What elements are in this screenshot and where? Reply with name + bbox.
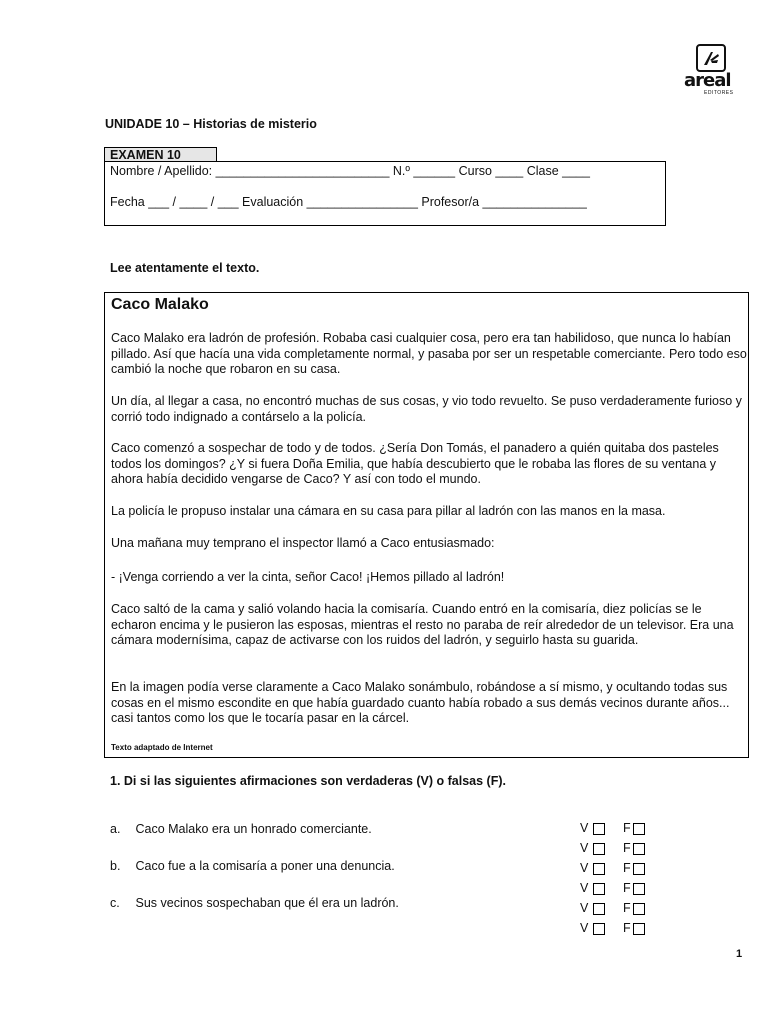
v-label: V — [580, 881, 589, 895]
statement-text: Sus vecinos sospechaban que él era un ladrón. — [135, 896, 399, 910]
student-info-box — [104, 161, 666, 226]
f-checkbox[interactable] — [633, 923, 645, 935]
vf-row — [580, 820, 660, 840]
story-paragraph: La policía le propuso instalar una cámara en su casa para pillar al ladrón con las manos en la masa. — [111, 504, 666, 518]
page-number: 1 — [736, 948, 743, 960]
f-checkbox[interactable] — [633, 903, 645, 915]
v-label: V — [580, 861, 589, 875]
story-paragraph: - ¡Venga corriendo a ver la cinta, señor Caco! ¡Hemos pillado al ladrón! — [111, 570, 505, 584]
story-title: Caco Malako — [111, 296, 209, 313]
f-label: F — [623, 901, 631, 915]
f-label: F — [623, 881, 631, 895]
f-checkbox[interactable] — [633, 843, 645, 855]
exam-label: EXAMEN 10 — [104, 147, 217, 161]
statement-letter: b. — [110, 859, 121, 873]
f-label: F — [623, 861, 631, 875]
story-paragraph: Caco Malako era ladrón de profesión. Robaba casi cualquier cosa, pero era tan habilidoso, que nunca lo habían pillado. Así que hacía una vida completamente normal, y pasaba por ser un respetable comerciante. Pero todo eso cambió la noche que robaron en su casa. — [111, 331, 747, 377]
v-checkbox[interactable] — [593, 843, 605, 855]
v-checkbox[interactable] — [593, 883, 605, 895]
statement-text: Caco Malako era un honrado comerciante. — [135, 822, 372, 836]
v-checkbox[interactable] — [593, 823, 605, 835]
logo-wordmark: areal — [684, 70, 731, 91]
story-paragraph: En la imagen podía verse claramente a Caco Malako sonámbulo, robándose a sí mismo, y ocultando todas sus cosas en el mismo escondite en que había guardado cuanto había robado a sus demás vecinos durante años... casi tantos como los que le tocaría pasar en la cárcel. — [111, 680, 730, 726]
v-checkbox[interactable] — [593, 923, 605, 935]
v-label: V — [580, 821, 589, 835]
story-paragraph: Un día, al llegar a casa, no encontró muchas de sus cosas, y vio todo revuelto. Se puso verdaderamente furioso y corrió todo indignado a contárselo a la policía. — [111, 394, 742, 424]
statement-letter: a. — [110, 822, 121, 836]
vf-row — [580, 900, 660, 920]
name-line[interactable]: Nombre / Apellido: _________________________ N.º ______ Curso ____ Clase ____ — [110, 164, 590, 178]
statement-b — [110, 859, 395, 873]
f-checkbox[interactable] — [633, 823, 645, 835]
areal-logo — [680, 44, 744, 100]
f-checkbox[interactable] — [633, 883, 645, 895]
story-paragraph: Caco comenzó a sospechar de todo y de todos. ¿Sería Don Tomás, el panadero a quién quitaba dos pasteles todos los domingos? ¿Y si fuera Doña Emilia, que había descubierto que le robaba las flores de su ventana y ahora había decidido vengarse de Caco? Y así con todo el mundo. — [111, 441, 719, 487]
statement-letter: c. — [110, 896, 120, 910]
v-label: V — [580, 841, 589, 855]
statement-c — [110, 896, 399, 910]
f-label: F — [623, 821, 631, 835]
v-label: V — [580, 921, 589, 935]
vf-row — [580, 920, 660, 940]
v-checkbox[interactable] — [593, 863, 605, 875]
date-line[interactable]: Fecha ___ / ____ / ___ Evaluación ________________ Profesor/a _______________ — [110, 195, 587, 209]
v-label: V — [580, 901, 589, 915]
statement-a — [110, 822, 372, 836]
unit-title: UNIDADE 10 – Historias de misterio — [105, 117, 317, 131]
logo-subtitle: EDITORES — [704, 90, 734, 96]
story-box — [104, 292, 749, 758]
f-label: F — [623, 921, 631, 935]
reading-instruction: Lee atentamente el texto. — [110, 261, 260, 275]
f-checkbox[interactable] — [633, 863, 645, 875]
statement-text: Caco fue a la comisaría a poner una denuncia. — [135, 859, 395, 873]
story-source: Texto adaptado de Internet — [111, 743, 213, 752]
logo-mark-icon — [696, 44, 726, 72]
question-1: 1. Di si las siguientes afirmaciones son verdaderas (V) o falsas (F). — [110, 774, 506, 788]
vf-row — [580, 880, 660, 900]
f-label: F — [623, 841, 631, 855]
story-paragraph: Caco saltó de la cama y salió volando hacia la comisaría. Cuando entró en la comisaría, diez policías se le echaron encima y le pusieron las esposas, mientras el resto no paraba de reír alrededor de un televisor. Era una cámara modernísima, capaz de activarse con los ruidos del ladrón, y seguirlo hasta su guarida. — [111, 602, 734, 648]
true-false-grid — [580, 820, 660, 940]
v-checkbox[interactable] — [593, 903, 605, 915]
story-paragraph: Una mañana muy temprano el inspector llamó a Caco entusiasmado: — [111, 536, 495, 550]
vf-row — [580, 840, 660, 860]
vf-row — [580, 860, 660, 880]
